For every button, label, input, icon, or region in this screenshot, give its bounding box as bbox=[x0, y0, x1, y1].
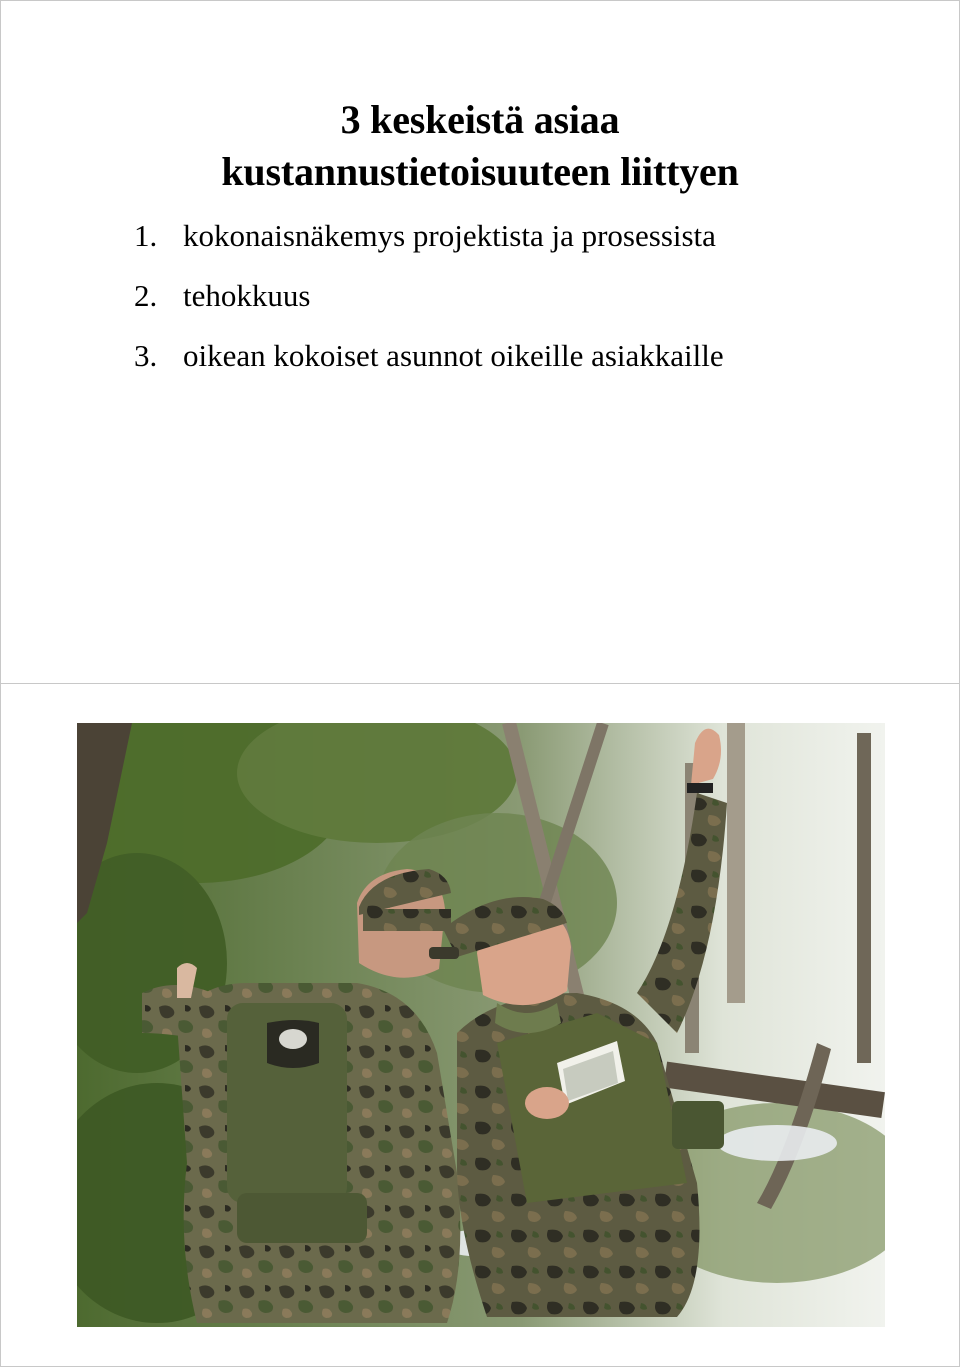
list-item-text: kokonaisnäkemys projektista ja prosessista bbox=[183, 218, 716, 253]
slide-title-line-1: 3 keskeistä asiaa bbox=[340, 97, 620, 142]
soldiers-photo bbox=[77, 723, 885, 1327]
slide-2 bbox=[0, 683, 960, 1367]
list-item-text: oikean kokoiset asunnot oikeille asiakkaille bbox=[183, 338, 724, 373]
list-item-number: 2. bbox=[134, 278, 158, 313]
list-item bbox=[134, 338, 724, 374]
list-item bbox=[134, 278, 310, 314]
photo-illustration bbox=[77, 723, 885, 1327]
slide-title-line-2: kustannustietoisuuteen liittyen bbox=[221, 149, 739, 194]
list-item-number: 1. bbox=[134, 218, 158, 253]
list-item-text: tehokkuus bbox=[183, 278, 311, 313]
list-item-number: 3. bbox=[134, 338, 158, 373]
list-item bbox=[134, 218, 716, 254]
